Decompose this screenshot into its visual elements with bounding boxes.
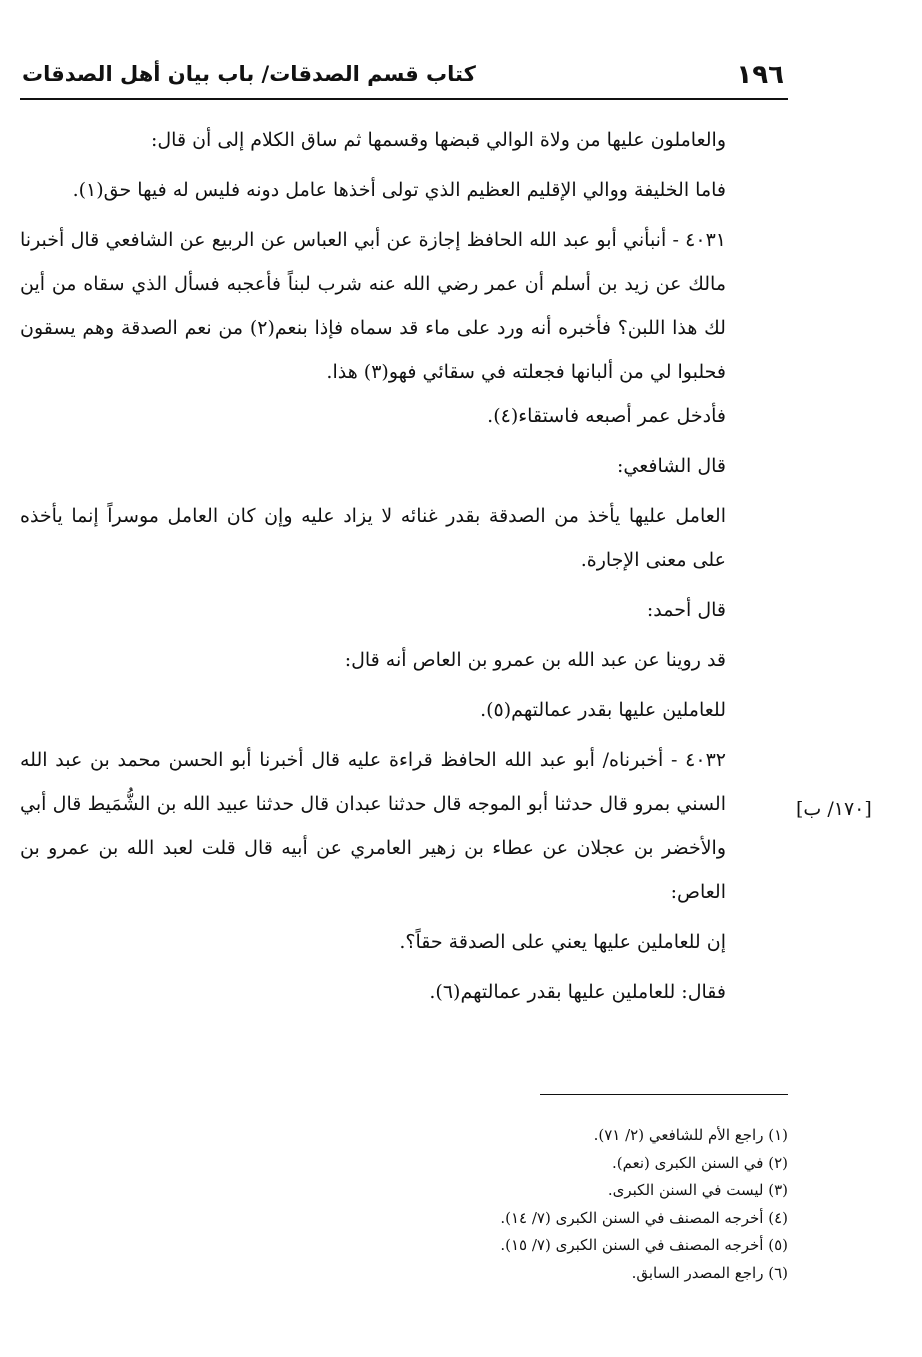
paragraph: قال الشافعي: [616, 455, 726, 477]
main-text [20, 118, 788, 1014]
paragraph: فأدخل عمر أصبعه فاستقاء(٤). [487, 405, 726, 427]
paragraph: إن للعاملين عليها يعني على الصدقة حقاً؟. [399, 931, 726, 953]
paragraph: قال أحمد: [646, 599, 726, 621]
hadith-4031: ٤٠٣١ - أنبأني أبو عبد الله الحافظ إجازة عن أبي العباس عن الربيع عن الشافعي قال أخبرنا مالك عن زيد بن أسلم أن عمر رضي الله عنه شرب لبناً فأعجبه فسأل الذي سقاه من أين لك هذا اللبن؟ فأخبره أنه ورد على ماء قد سماه فإذا بنعم(٢) من نعم الصدقة وهم يسقون فحلبوا لي من ألبانها فجعلته في سقائي فهو(٣) هذا. [20, 229, 726, 383]
hadith-4032: ٤٠٣٢ - أخبرناه/ أبو عبد الله الحافظ قراءة عليه قال أخبرنا أبو الحسن محمد بن عبد الله السني بمرو قال حدثنا أبو الموجه قال حدثنا عبدان قال حدثنا عبيد الله بن الشُّمَيط قال أبي والأخضر بن عجلان عن عطاء بن زهير العامري عن أبيه قال قلت لعبد الله بن عمرو بن العاص: [20, 749, 726, 903]
footnote: (٤) أخرجه المصنف في السنن الكبرى (٧/ ١٤). [500, 1208, 788, 1227]
footnote: (٣) ليست في السنن الكبرى. [607, 1181, 788, 1199]
page-header [20, 58, 788, 100]
footnote-separator [540, 1094, 788, 1095]
footnote: (٢) في السنن الكبرى (نعم). [611, 1153, 788, 1172]
paragraph: قد روينا عن عبد الله بن عمرو بن العاص أنه قال: [344, 649, 726, 671]
paragraph: للعاملين عليها بقدر عمالتهم(٥). [480, 699, 726, 721]
paragraph: فقال: للعاملين عليها بقدر عمالتهم(٦). [429, 981, 726, 1003]
footnote: (٦) راجع المصدر السابق. [631, 1263, 788, 1282]
footnote: (٥) أخرجه المصنف في السنن الكبرى (٧/ ١٥). [500, 1236, 788, 1254]
paragraph: العامل عليها يأخذ من الصدقة بقدر غنائه لا يزاد عليه وإن كان العامل موسراً إنما يأخذه على معنى الإجارة. [20, 505, 726, 571]
paragraph: والعاملون عليها من ولاة الوالي قبضها وقسمها ثم ساق الكلام إلى أن قال: [150, 129, 726, 151]
paragraph: فاما الخليفة ووالي الإقليم العظيم الذي تولى أخذها عامل دونه فليس له فيها حق(١). [72, 179, 726, 201]
footnote: (١) راجع الأم للشافعي (٢/ ٧١). [593, 1126, 788, 1144]
manuscript-folio-marker: [١٧٠/ ب] [796, 798, 872, 820]
footnotes [400, 1122, 788, 1287]
running-title: كتاب قسم الصدقات/ باب بيان أهل الصدقات [22, 62, 476, 86]
page-number: ١٩٦ [736, 60, 784, 90]
